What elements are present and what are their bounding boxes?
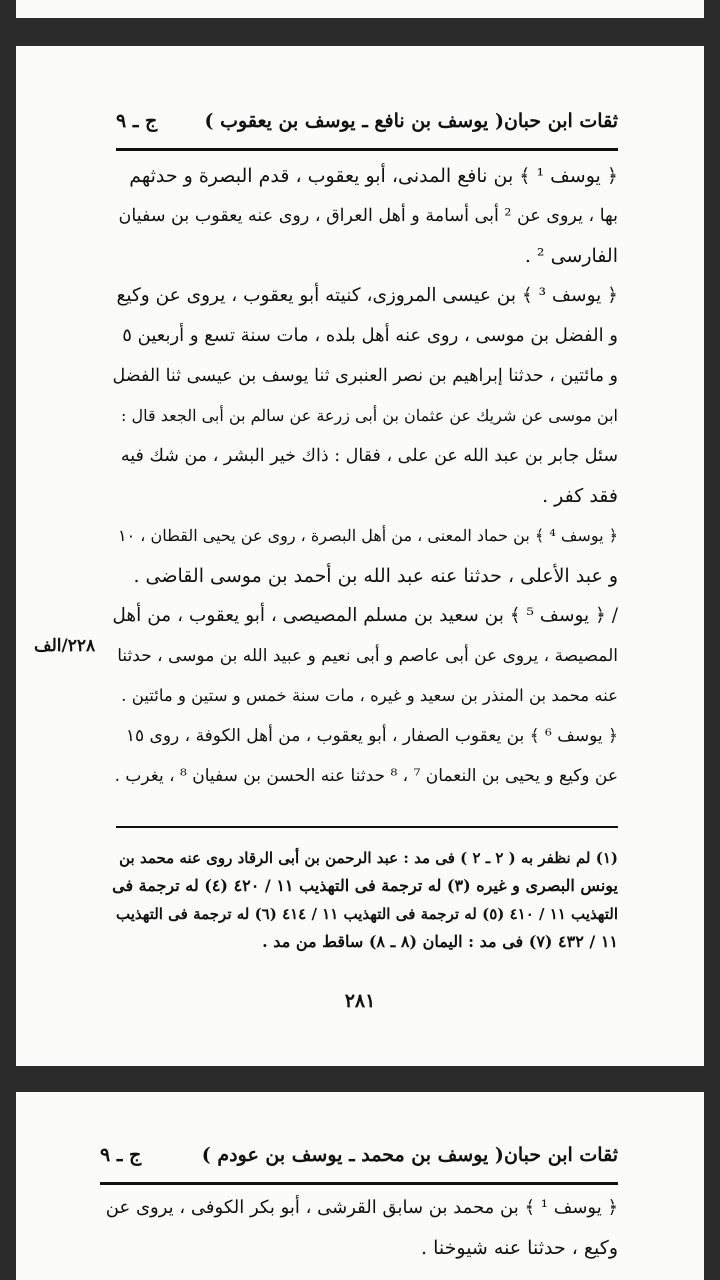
footnote-line: يونس البصرى و غيره (٣) له ترجمة فى التهذيب ١١ / ٤٢٠ (٤) له ترجمة فى — [112, 876, 618, 895]
text-line: ابن موسى عن شريك عن عثمان بن أبى زرعة عن سالم بن أبى الجعد قال : — [121, 406, 618, 425]
text-line: الفارسى ² . — [524, 245, 618, 267]
footnote-line: (١) لم نظفر به ( ٢ ـ ٢ ) فى مد : عبد الرحمن بن أبى الرقاد روى عنه محمد بن — [119, 849, 618, 867]
text-line: سئل جابر بن عبد الله عن على ، فقال : ذاك خير البشر ، من شك فيه — [120, 446, 618, 466]
footnote-line: ١١ / ٤٣٢ (٧) فى مد : اليمان (٨ ـ ٨) ساقط من مد . — [262, 932, 618, 951]
header-rule — [100, 1182, 618, 1185]
header-book-title: ثقات ابن حبان — [503, 110, 618, 132]
text-line: ﴿ يوسف ⁴ ﴾ بن حماد المعنى ، من أهل البصرة ، روى عن يحيى القطان ، ١٠ — [117, 526, 618, 545]
header-volume: ج ـ ٩ — [100, 1144, 142, 1166]
header-section-range: ( يوسف بن نافع ـ يوسف بن يعقوب ) — [204, 110, 504, 132]
text-line: ﴿ يوسف ¹ ﴾ بن نافع المدنى، أبو يعقوب ، قدم البصرة و حدثهم — [129, 165, 618, 187]
footnote-line: التهذيب ١١ / ٤١٠ (٥) له ترجمة فى التهذيب ١١ / ٤١٤ (٦) له ترجمة فى التهذيب — [116, 905, 618, 923]
text-line: عن وكيع و يحيى بن النعمان ⁷ ، ⁸ حدثنا عنه الحسن بن سفيان ⁸ ، يغرب . — [114, 766, 618, 786]
header-section-range: ( يوسف بن محمد ـ يوسف بن عودم ) — [201, 1144, 504, 1166]
text-line: فقد كفر . — [542, 485, 618, 507]
document-page-next — [16, 1092, 704, 1280]
previous-page-edge — [16, 0, 704, 18]
text-line: و عبد الأعلى ، حدثنا عنه عبد الله بن أحمد بن موسى القاضى . — [133, 565, 618, 587]
text-line: / ﴿ يوسف ⁵ ﴾ بن سعيد بن مسلم المصيصى ، أبو يعقوب ، من أهل — [112, 605, 618, 626]
text-line: ﴿ يوسف ¹ ﴾ بن محمد بن سابق القرشى ، أبو بكر الكوفى ، يروى عن — [105, 1197, 618, 1218]
text-line: و مائتين ، حدثنا إبراهيم بن نصر العنبرى ثنا يوسف بن عيسى ثنا الفضل — [112, 366, 618, 386]
manuscript-folio-marker: ٢٢٨/الف — [34, 636, 96, 656]
main-text — [112, 156, 618, 796]
text-line: ﴿ يوسف ³ ﴾ بن عيسى المروزى، كنيته أبو يعقوب ، يروى عن وكيع — [116, 285, 618, 306]
running-header — [100, 1144, 618, 1166]
text-line: بها ، يروى عن ² أبى أسامة و أهل العراق ، روى عنه يعقوب بن سفيان — [118, 206, 618, 226]
header-rule — [116, 148, 618, 151]
header-volume: ج ـ ٩ — [116, 110, 158, 132]
text-line: و الفضل بن موسى ، روى عنه أهل بلده ، مات سنة تسع و أربعين ٥ — [122, 325, 618, 346]
main-text — [100, 1188, 618, 1268]
text-line: عنه محمد بن المنذر بن سعيد و غيره ، مات سنة خمس و ستين و مائتين . — [121, 686, 618, 705]
running-header — [116, 110, 618, 132]
document-page-281 — [16, 46, 704, 1066]
text-line: وكيع ، حدثنا عنه شيوخنا . — [421, 1237, 618, 1259]
text-line: ﴿ يوسف ⁶ ﴾ بن يعقوب الصفار ، أبو يعقوب ، من أهل الكوفة ، روى ١٥ — [125, 726, 618, 746]
header-book-title: ثقات ابن حبان — [503, 1144, 618, 1166]
text-line: المصيصة ، يروى عن أبى عاصم و أبى نعيم و عبيد الله بن موسى ، حدثنا — [117, 646, 618, 666]
footnotes — [112, 844, 618, 956]
page-number: ٢٨١ — [344, 990, 376, 1012]
footnote-rule — [116, 826, 618, 828]
